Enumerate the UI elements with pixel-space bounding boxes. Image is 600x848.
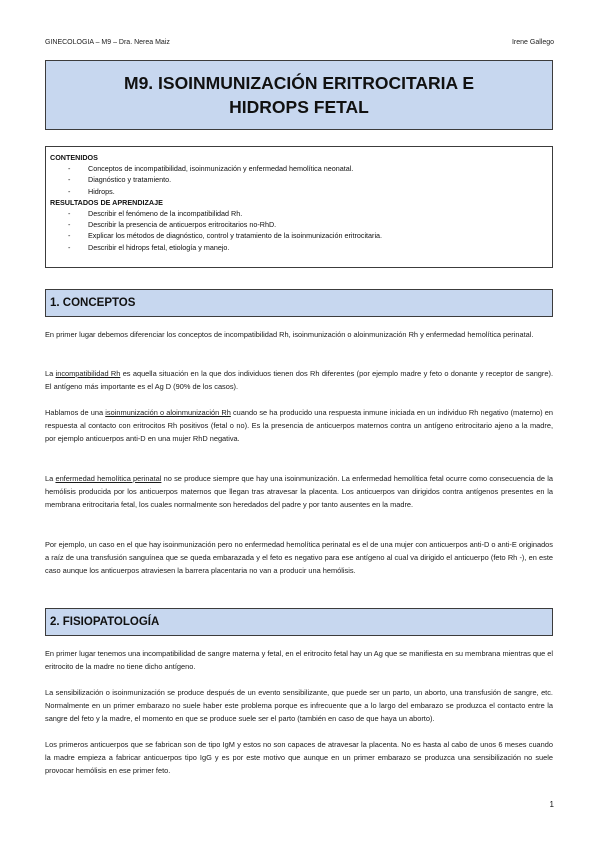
title-line-2: HIDROPS FETAL	[229, 97, 369, 117]
resultados-heading: RESULTADOS DE APRENDIZAJE	[50, 197, 163, 207]
paragraph: Hablamos de una isoinmunización o aloinmunización Rh cuando se ha producido una respuesta inmune iniciada en un individuo Rh negativo (materno) en respuesta al contacto con eritrocitos Rh positivos (fetal o no). Es la presencia de anticuerpos maternos contra un antígeno eritrocitario ajeno a la madre, por ejemplo anticuerpos anti-D en una mujer RhD negativa.	[45, 408, 553, 443]
header-course: GINECOLOGIA – M9 – Dra. Nerea Maiz	[45, 39, 170, 46]
paragraph: La enfermedad hemolítica perinatal no se produce siempre que hay una isoinmunización. La enfermedad hemolítica fetal ocurre como consecuencia de la hemólisis producida por los anticuerpos maternos que llegan tras atravesar la placenta. Los anticuerpos van dirigidos contra antígenos presentes en la membrana eritrocitaria fetal, los cuales normalmente son heredados del padre y por tanto ausentes en la madre.	[45, 474, 553, 509]
list-item: - Describir el hidrops fetal, etiología y manejo.	[68, 242, 230, 252]
list-item: - Diagnóstico y tratamiento.	[68, 175, 172, 185]
list-item: - Explicar los métodos de diagnóstico, control y tratamiento de la isoinmunización eritrocitaria.	[68, 231, 383, 241]
term-enfermedad-hemolitica: enfermedad hemolítica perinatal	[55, 474, 162, 483]
paragraph: La sensibilización o isoinmunización se produce después de un evento sensibilizante, que puede ser un parto, un aborto, una transfusión de sangre, etc. Normalmente en un primer embarazo no suele haber este problema porque es infrecuente que a lo largo del embarazo se produzca el contacto entre la sangre del feto y la madre, el momento en que se produce suele ser el parto (también en caso de que haya un aborto).	[45, 688, 553, 723]
paragraph: En primer lugar tenemos una incompatibilidad de sangre materna y fetal, en el eritrocito fetal hay un Ag que se manifiesta en su membrana mientras que el eritrocito de la madre no tiene dicho antígeno.	[45, 649, 553, 671]
list-item: - Conceptos de incompatibilidad, isoinmunización y enfermedad hemolítica neonatal.	[68, 164, 354, 174]
paragraph: Por ejemplo, un caso en el que hay isoinmunización pero no enfermedad hemolítica perinatal es el de una mujer con anticuerpos anti-D o anti-E originados a raíz de una transfusión sanguínea que se queda embarazada y el feto es negativo para ese antígeno al cual va dirigido el anticuerpo (feto Rh -), en este caso aunque los anticuerpos atraviesen la barrera placentaria no van a producir una hemólisis.	[45, 540, 553, 575]
list-item: - Describir el fenómeno de la incompatibilidad Rh.	[68, 209, 243, 219]
section-heading-fisiopatologia: 2. FISIOPATOLOGÍA	[45, 608, 553, 636]
contenidos-heading: CONTENIDOS	[50, 153, 98, 162]
title-line-1: M9. ISOINMUNIZACIÓN ERITROCITARIA E	[124, 73, 474, 93]
paragraph: Los primeros anticuerpos que se fabrican son de tipo IgM y estos no son capaces de atravesar la placenta. No es hasta al cabo de unos 6 meses cuando la madre empieza a fabricar anticuerpos tipo IgG y es por este motivo que aunque en un primer embarazo se produzca una sensibilización no suele provocar hemólisis en ese primer feto.	[45, 740, 553, 775]
section-heading-conceptos: 1. CONCEPTOS	[45, 289, 553, 317]
list-item: - Hidrops.	[68, 186, 115, 196]
page-number: 1	[549, 800, 554, 809]
list-item: - Describir la presencia de anticuerpos eritrocitarios no-RhD.	[68, 220, 277, 230]
contents-box	[45, 146, 553, 268]
term-incompatibilidad: incompatibilidad Rh	[55, 369, 121, 378]
header-author: Irene Gallego	[511, 39, 554, 46]
title-box	[45, 60, 553, 130]
term-isoinmunizacion: isoinmunización o aloinmunización Rh	[105, 408, 231, 417]
paragraph: La incompatibilidad Rh es aquella situación en la que dos individuos tienen dos Rh diferentes (por ejemplo madre y feto o donante y receptor de sangre). El antígeno más importante es el Ag D (90% de los casos).	[45, 369, 554, 391]
paragraph: En primer lugar debemos diferenciar los conceptos de incompatibilidad Rh, isoinmunización o aloinmunización Rh y enfermedad hemolítica perinatal.	[45, 330, 534, 339]
